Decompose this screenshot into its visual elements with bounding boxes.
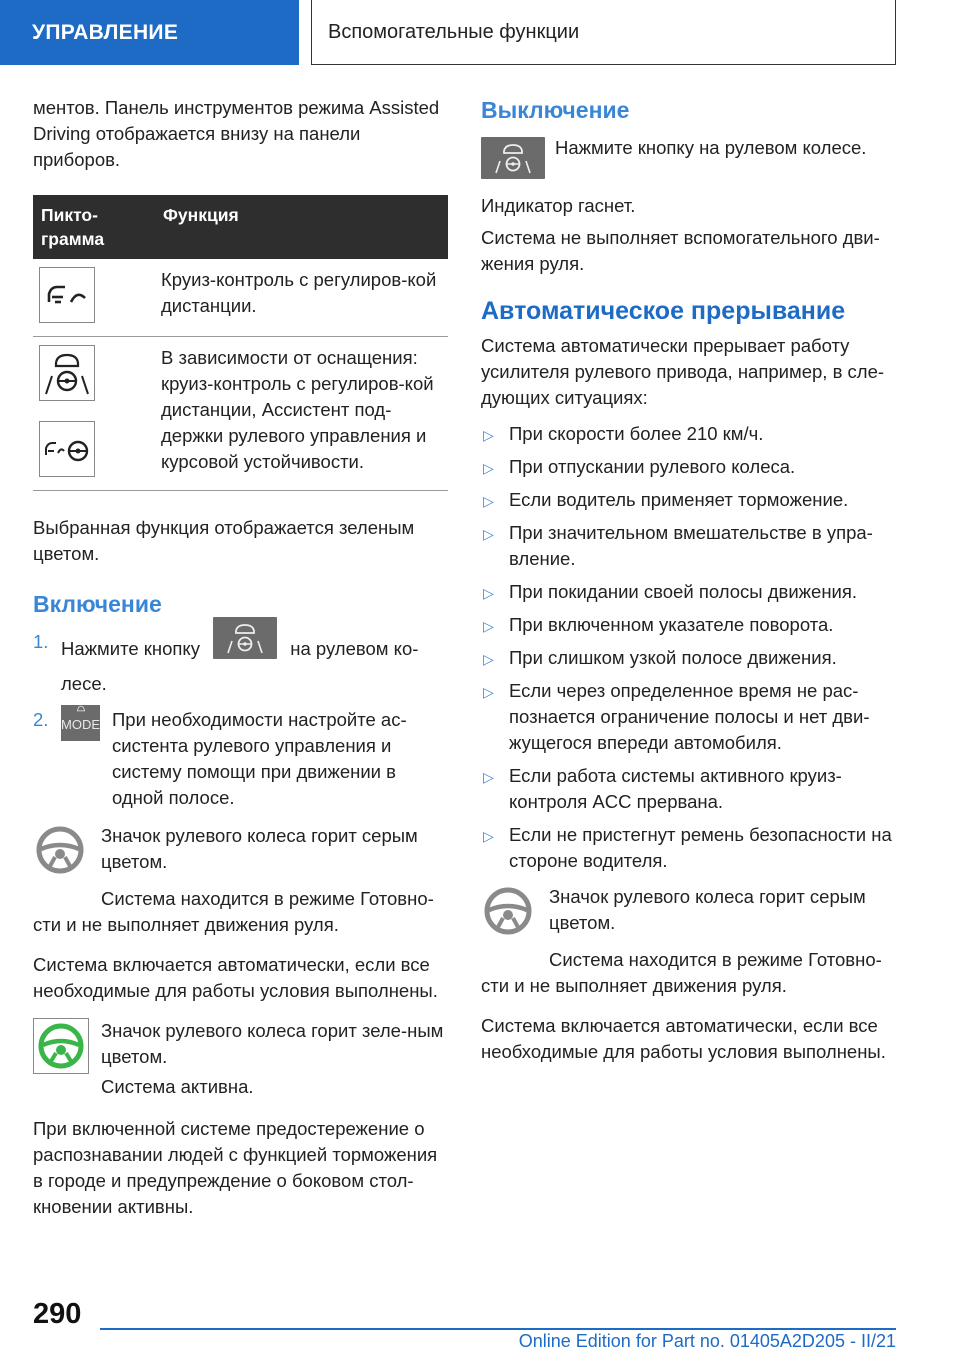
steering-wheel-grey-icon xyxy=(481,884,539,943)
list-item-text: Если через определенное время не рас-познается ограничение полосы и нет дви-жущегося впереди автомобиля. xyxy=(509,680,870,753)
grey-wheel-note xyxy=(481,884,896,943)
list-item xyxy=(33,707,448,811)
mode-label: MODE xyxy=(61,717,100,732)
cruise-distance-icon xyxy=(39,267,95,323)
grey-wheel-text: Значок рулевого колеса горит серым цветом. xyxy=(549,886,866,933)
list-item xyxy=(481,520,896,572)
bullet-triangle-icon: ▷ xyxy=(483,460,494,476)
on-heading: Включение xyxy=(33,591,162,617)
list-item xyxy=(481,763,896,815)
list-item-text: При значительном вмешательстве в упра-вление. xyxy=(509,522,873,569)
bullet-triangle-icon: ▷ xyxy=(483,651,494,667)
pictogram-table xyxy=(33,195,448,491)
bullet-triangle-icon: ▷ xyxy=(483,828,494,844)
green-wheel-note xyxy=(33,1018,448,1100)
readiness-text: Система находится в режиме Готовно-сти и не выполняет движения руля. xyxy=(481,949,882,996)
step-text-post: на рулевом ко-лесе. xyxy=(61,637,419,694)
off-instruction xyxy=(481,135,896,179)
auto-on-text: Система включается автоматически, если все необходимые для работы условия выполнены. xyxy=(33,954,438,1001)
on-steps xyxy=(33,629,448,811)
list-item xyxy=(481,612,896,638)
bullet-triangle-icon: ▷ xyxy=(483,585,494,601)
auto-interrupt-heading: Автоматическое прерывание xyxy=(481,297,846,325)
grey-wheel-text: Значок рулевого колеса горит серым цветом. xyxy=(101,825,418,872)
list-item xyxy=(481,487,896,513)
list-item-text: При слишком узкой полосе движения. xyxy=(509,647,837,668)
right-column xyxy=(481,95,896,1065)
off-heading: Выключение xyxy=(481,97,630,123)
pedestrian-warning-text: При включенной системе предостережение о распознавании людей с функцией торможения в городе и предупреждение о боковом стол-кновении активны. xyxy=(33,1118,438,1217)
table-header-pictogram: Пикто-грамма xyxy=(33,195,155,259)
readiness-text: Система находится в режиме Готовно-сти и не выполняет движения руля. xyxy=(33,888,434,935)
steering-wheel-grey-icon xyxy=(33,823,91,882)
bullet-triangle-icon: ▷ xyxy=(483,493,494,509)
auto-on-text: Система включается автоматически, если все необходимые для работы условия выполнены. xyxy=(481,1015,886,1062)
no-assist-text: Система не выполняет вспомогательного дви-жения руля. xyxy=(481,227,880,274)
bullet-triangle-icon: ▷ xyxy=(483,427,494,443)
steering-assist-car-icon xyxy=(39,345,95,401)
page-number: 290 xyxy=(33,1298,82,1330)
green-wheel-text: Значок рулевого колеса горит зеле-ным цветом. xyxy=(101,1020,444,1067)
steering-assist-button-icon xyxy=(481,137,545,179)
table-cell-pictogram xyxy=(33,259,155,337)
step-text-post: При необходимости настройте ас-систента рулевого управления и систему помощи при движении в одной полосе. xyxy=(112,709,407,808)
list-item-text: При включенном указателе поворота. xyxy=(509,614,834,635)
table-row xyxy=(33,259,448,337)
list-item xyxy=(481,579,896,605)
bullet-triangle-icon: ▷ xyxy=(483,684,494,700)
indicator-off-text: Индикатор гаснет. xyxy=(481,195,636,216)
list-item xyxy=(481,678,896,756)
auto-interrupt-intro: Система автоматически прерывает работу усилителя рулевого привода, например, в сле-дующих ситуациях: xyxy=(481,335,885,408)
list-item-text: При отпускании рулевого колеса. xyxy=(509,456,796,477)
footer-divider xyxy=(100,1328,896,1330)
step-number: 2. xyxy=(33,709,49,730)
list-item xyxy=(481,822,896,874)
table-cell-function: В зависимости от оснащения: круиз-контроль с регулиров-кой дистанции, Ассистент под-держки рулевого управления и курсовой устойчивости. xyxy=(155,337,448,491)
steering-assist-button-icon xyxy=(213,617,277,659)
left-column xyxy=(33,95,448,1220)
list-item xyxy=(481,421,896,447)
edition-note: Online Edition for Part no. 01405A2D205 - II/21 xyxy=(518,1331,896,1351)
list-item-text: Если работа системы активного круиз-контроля ACC прервана. xyxy=(509,765,842,812)
list-item xyxy=(481,645,896,671)
list-item-text: При скорости более 210 км/ч. xyxy=(509,423,764,444)
intro-paragraph: ментов. Панель инструментов режима Assisted Driving отображается внизу на панели приборов. xyxy=(33,97,440,170)
step-number: 1. xyxy=(33,631,49,652)
chapter-title: Вспомогательные функции xyxy=(311,0,896,65)
table-row xyxy=(33,337,448,491)
list-item-text: Если не пристегнут ремень безопасности на стороне водителя. xyxy=(509,824,892,871)
bullet-triangle-icon: ▷ xyxy=(483,769,494,785)
off-text: Нажмите кнопку на рулевом колесе. xyxy=(555,137,867,158)
table-cell-pictogram xyxy=(33,337,155,491)
table-cell-function: Круиз-контроль с регулиров-кой дистанции. xyxy=(155,259,448,337)
list-item-text: При покидании своей полосы движения. xyxy=(509,581,858,602)
interrupt-conditions-list xyxy=(481,421,896,874)
steering-wheel-green-icon xyxy=(33,1018,91,1079)
step-text-pre: Нажмите кнопку xyxy=(61,637,200,659)
list-item xyxy=(481,454,896,480)
green-function-note: Выбранная функция отображается зеленым цветом. xyxy=(33,517,415,564)
table-header-function: Функция xyxy=(155,195,448,259)
grey-wheel-note xyxy=(33,823,448,882)
system-active-text: Система активна. xyxy=(101,1076,254,1097)
mode-button-icon xyxy=(61,705,100,741)
list-item xyxy=(33,629,448,697)
list-item-text: Если водитель применяет торможение. xyxy=(509,489,849,510)
bullet-triangle-icon: ▷ xyxy=(483,618,494,634)
bullet-triangle-icon: ▷ xyxy=(483,526,494,542)
cruise-steering-icon xyxy=(39,421,95,477)
section-tab: УПРАВЛЕНИЕ xyxy=(0,0,299,65)
